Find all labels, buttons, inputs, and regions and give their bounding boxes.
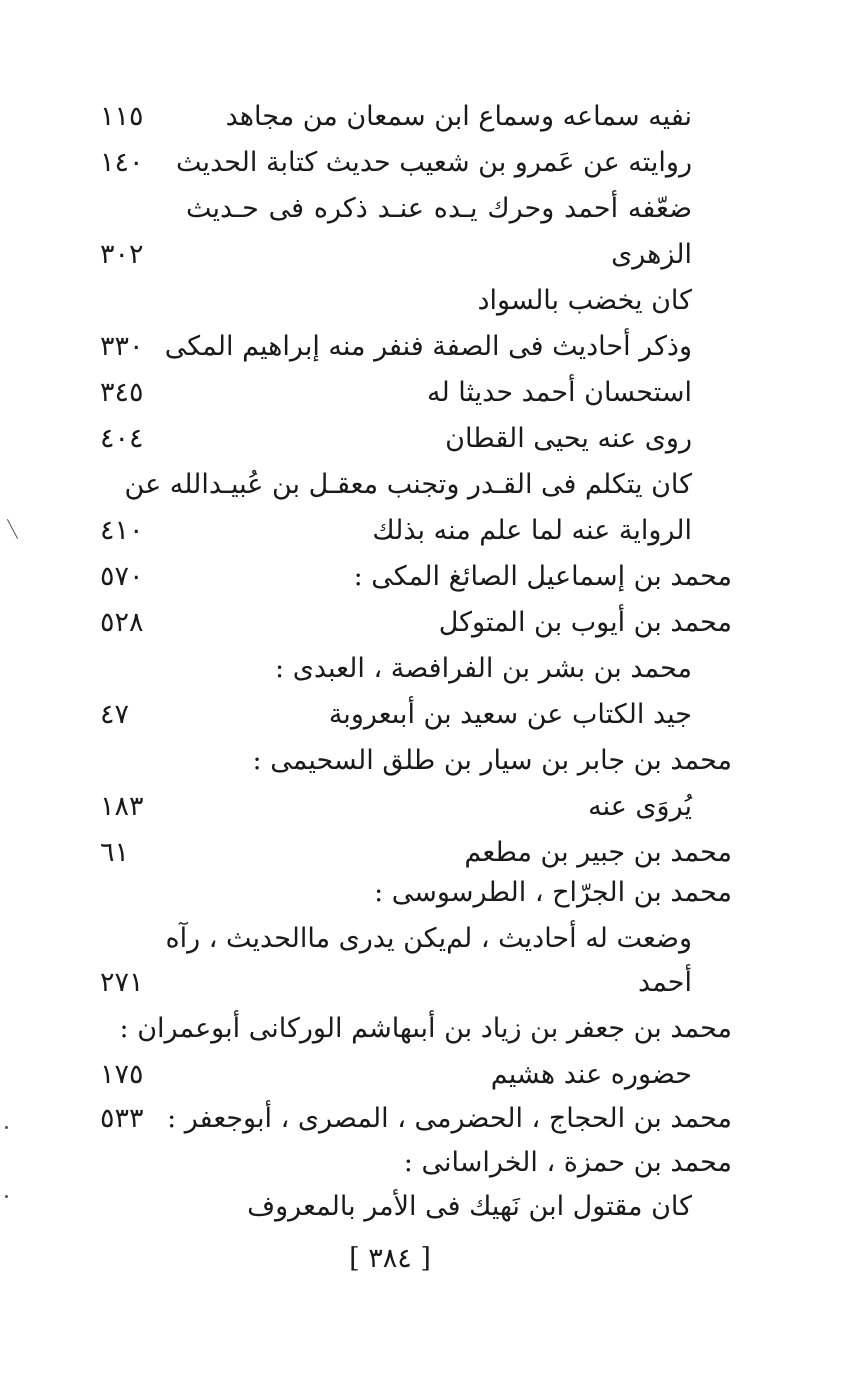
index-line [0, 600, 862, 646]
page-number: ٤١٠ [100, 515, 144, 546]
scan-mark [5, 1195, 8, 1198]
entry-text: حضوره عند هشيم [490, 1059, 692, 1090]
index-line [0, 508, 862, 554]
entry-text: نفيه سماعه وسماع ابن سمعان من مجاهد [225, 101, 692, 132]
page-number: ٥٣٣ [100, 1103, 144, 1134]
index-line [0, 960, 862, 1006]
index-line [0, 1096, 862, 1142]
index-line [0, 870, 862, 916]
page-number: ١٨٣ [100, 791, 144, 822]
index-line [0, 1006, 862, 1052]
page-number: ٥٢٨ [100, 607, 144, 638]
index-line [0, 1052, 862, 1098]
entry-text: محمد بن الجرّاح ، الطرسوسى : [374, 877, 732, 908]
entry-text: محمد بن الحجاج ، الحضرمى ، المصرى ، أبوجعفر : [167, 1103, 732, 1134]
entry-text: محمد بن حمزة ، الخراسانى : [403, 1147, 732, 1178]
page-number: ١٧٥ [100, 1059, 144, 1090]
index-line [0, 692, 862, 738]
page-folio: [ ٣٨٤ ] [349, 1243, 431, 1274]
entry-text: جيد الكتاب عن سعيد بن أبىعروبة [328, 699, 692, 730]
index-line [0, 1140, 862, 1186]
index-line [0, 916, 862, 962]
index-line [0, 646, 862, 692]
index-line [0, 1184, 862, 1230]
page-number: ٥٧٠ [100, 561, 144, 592]
page-number: ٣٤٥ [100, 377, 144, 408]
index-line [0, 784, 862, 830]
index-line [0, 370, 862, 416]
index-line [0, 278, 862, 324]
entry-text: كان يتكلم فى القـدر وتجنب معقـل بن عُبيـدالله عن [124, 469, 692, 500]
index-line [0, 554, 862, 600]
index-line [0, 738, 862, 784]
entry-text: الرواية عنه لما علم منه بذلك [372, 515, 692, 546]
entry-text: وضعت له أحاديث ، لم‌يكن يدرى ماالحديث ، رآه [165, 923, 692, 954]
page-number: ٣٠٢ [100, 239, 144, 270]
entry-text: محمد بن جعفر بن زياد بن أبىهاشم الوركانى أبوعمران : [119, 1013, 732, 1044]
index-line [0, 416, 862, 462]
entry-text: وذكر أحاديث فى الصفة فنفر منه إبراهيم المكى [164, 331, 692, 362]
entry-text: روى عنه يحيى القطان [445, 423, 692, 454]
page-number: ٢٧١ [100, 967, 144, 998]
page-number: ١٤٠ [100, 147, 144, 178]
entry-text: محمد بن بشر بن الفرافصة ، العبدى : [275, 653, 692, 684]
scan-mark [5, 1126, 8, 1129]
page-number: ١١٥ [100, 101, 144, 132]
entry-text: محمد بن جابر بن سيار بن طلق السحيمى : [252, 745, 732, 776]
entry-text: محمد بن جبير بن مطعم [464, 837, 732, 868]
entry-text: أحمد [638, 967, 692, 998]
entry-text: محمد بن إسماعيل الصائغ المكى : [353, 561, 732, 592]
page-number: ٤٧ [100, 699, 130, 730]
entry-text: استحسان أحمد حديثا له [426, 377, 692, 408]
index-line [0, 324, 862, 370]
index-line [0, 94, 862, 140]
entry-text: كان مقتول ابن نَهيك فى الأمر بالمعروف [247, 1191, 692, 1222]
page-number: ٣٣٠ [100, 331, 144, 362]
entry-text: روايته عن عَمرو بن شعيب حديث كتابة الحديث [176, 147, 692, 178]
entry-text: ضعّفه أحمد وحرك يـده عنـد ذكره فى حـديث [186, 193, 692, 224]
entry-text: يُروَى عنه [588, 791, 692, 822]
index-line [0, 186, 862, 232]
index-line [0, 140, 862, 186]
entry-text: كان يخضب بالسواد [477, 285, 692, 316]
page-number: ٦١ [100, 837, 130, 868]
index-line [0, 232, 862, 278]
entry-text: محمد بن أيوب بن المتوكل [438, 607, 732, 638]
page-number: ٤٠٤ [100, 423, 144, 454]
entry-text: الزهرى [611, 239, 692, 270]
index-line [0, 462, 862, 508]
